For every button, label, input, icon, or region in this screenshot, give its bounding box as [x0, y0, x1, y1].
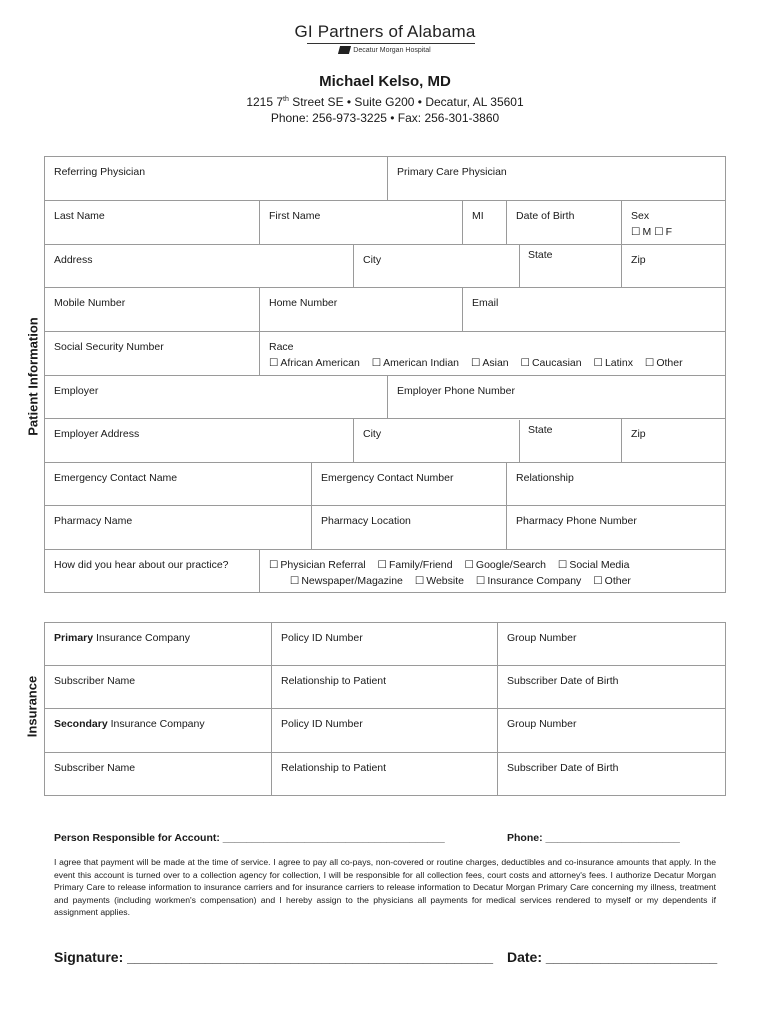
last-name-field[interactable]: Last Name	[45, 201, 260, 245]
state-field-label: State	[528, 249, 553, 261]
emergency-contact-number-field[interactable]: Emergency Contact Number	[312, 463, 507, 506]
secondary-group-number-field[interactable]: Group Number	[498, 709, 726, 753]
secondary-policy-id-field[interactable]: Policy ID Number	[272, 709, 498, 753]
employer-field[interactable]: Employer	[45, 376, 388, 419]
employer-state-divider	[519, 420, 520, 462]
patient-section-label: Patient Information	[25, 317, 41, 436]
race-african-american-checkbox[interactable]: ☐ African American	[269, 357, 360, 369]
employer-zip-field[interactable]: Zip	[622, 419, 726, 463]
hear-physician-referral-checkbox[interactable]: ☐ Physician Referral	[269, 559, 366, 571]
hear-social-media-checkbox[interactable]: ☐ Social Media	[558, 559, 630, 571]
payment-agreement-text: I agree that payment will be made at the time of service. I agree to pay all co-pays, non-covered or routine charges, deductibles and co-insurance amounts that apply. In the event this account is turned over to a collection agency for collection, I will be responsible for all collection fees, court costs and attorney's fees. I authorize Decatur Morgan Primary Care to release information to insurance carriers and for insurance carriers to release information to Decatur Morgan Primary Care concerning my illness, treatment and payments (including workmen's compensation) and I hereby assign to the physicians all payments for medical services rendered to myself or my dependents if assignment applies.	[54, 857, 716, 918]
address-part: 1215 7	[246, 95, 284, 109]
race-other-checkbox[interactable]: ☐ Other	[645, 357, 683, 369]
pharmacy-phone-field[interactable]: Pharmacy Phone Number	[507, 506, 726, 550]
hear-family-friend-checkbox[interactable]: ☐ Family/Friend	[378, 559, 453, 571]
dob-field[interactable]: Date of Birth	[507, 201, 622, 245]
brand-divider	[307, 43, 475, 44]
practice-phone-fax: Phone: 256-973-3225 • Fax: 256-301-3860	[270, 111, 500, 125]
signature-field[interactable]: Signature: _______________________________________________	[54, 949, 494, 965]
sex-f-checkbox[interactable]: ☐ F	[654, 226, 672, 238]
email-field[interactable]: Email	[463, 288, 726, 332]
secondary-subscriber-name-field[interactable]: Subscriber Name	[45, 753, 272, 796]
race-american-indian-checkbox[interactable]: ☐ American Indian	[372, 357, 459, 369]
responsible-phone-field[interactable]: Phone: _______________________	[507, 832, 680, 844]
state-divider	[519, 245, 520, 287]
pharmacy-name-field[interactable]: Pharmacy Name	[45, 506, 312, 550]
hear-website-checkbox[interactable]: ☐ Website	[415, 575, 464, 587]
primary-care-field[interactable]: Primary Care Physician	[388, 157, 726, 201]
ssn-field[interactable]: Social Security Number	[45, 332, 260, 376]
emergency-contact-name-field[interactable]: Emergency Contact Name	[45, 463, 312, 506]
relationship-field[interactable]: Relationship	[507, 463, 726, 506]
hear-insurance-company-checkbox[interactable]: ☐ Insurance Company	[476, 575, 581, 587]
insurance-table	[44, 622, 726, 796]
brand-name: GI Partners of Alabama	[294, 22, 476, 41]
zip-field[interactable]: Zip	[622, 245, 726, 288]
first-name-field[interactable]: First Name	[260, 201, 463, 245]
primary-relationship-field[interactable]: Relationship to Patient	[272, 666, 498, 709]
patient-info-table	[44, 156, 726, 593]
race-field: Race ☐ African American ☐ American Indian ☐ Asian ☐ Caucasian ☐ Latinx ☐ Other	[260, 332, 726, 376]
address-sup: th	[283, 96, 289, 103]
sex-field: Sex ☐ M ☐ F	[622, 201, 726, 245]
primary-subscriber-name-field[interactable]: Subscriber Name	[45, 666, 272, 709]
hospital-logo-icon	[338, 46, 351, 54]
employer-address-field[interactable]: Employer Address	[45, 419, 354, 463]
employer-city-field[interactable]: City	[354, 419, 622, 463]
secondary-insurance-field[interactable]: Secondary Insurance Company	[45, 709, 272, 753]
hear-about-label: How did you hear about our practice?	[45, 550, 260, 593]
city-field[interactable]: City	[354, 245, 622, 288]
primary-insurance-field[interactable]: Primary Insurance Company	[45, 623, 272, 666]
sub-brand-text: Decatur Morgan Hospital	[353, 46, 431, 54]
race-asian-checkbox[interactable]: ☐ Asian	[471, 357, 509, 369]
race-caucasian-checkbox[interactable]: ☐ Caucasian	[521, 357, 582, 369]
hear-newspaper-checkbox[interactable]: ☐ Newspaper/Magazine	[290, 575, 403, 587]
home-number-field[interactable]: Home Number	[260, 288, 463, 332]
sex-m-checkbox[interactable]: ☐ M	[631, 226, 651, 238]
practice-address	[0, 95, 770, 109]
secondary-subscriber-dob-field[interactable]: Subscriber Date of Birth	[498, 753, 726, 796]
employer-phone-field[interactable]: Employer Phone Number	[388, 376, 726, 419]
secondary-relationship-field[interactable]: Relationship to Patient	[272, 753, 498, 796]
primary-group-number-field[interactable]: Group Number	[498, 623, 726, 666]
address-field[interactable]: Address	[45, 245, 354, 288]
hear-about-options	[260, 550, 726, 593]
mi-field[interactable]: MI	[463, 201, 507, 245]
responsible-party-field[interactable]: Person Responsible for Account: ______________________________________	[54, 832, 445, 844]
primary-subscriber-dob-field[interactable]: Subscriber Date of Birth	[498, 666, 726, 709]
address-rest: Street SE • Suite G200 • Decatur, AL 35601	[288, 95, 524, 109]
hear-google-search-checkbox[interactable]: ☐ Google/Search	[465, 559, 546, 571]
sub-brand	[0, 46, 770, 54]
doctor-name: Michael Kelso, MD	[319, 73, 451, 90]
insurance-section-label: Insurance	[24, 675, 40, 738]
signature-date-field[interactable]: Date: ______________________	[507, 949, 718, 965]
employer-state-field-label: State	[528, 424, 553, 436]
primary-policy-id-field[interactable]: Policy ID Number	[272, 623, 498, 666]
mobile-number-field[interactable]: Mobile Number	[45, 288, 260, 332]
pharmacy-location-field[interactable]: Pharmacy Location	[312, 506, 507, 550]
hear-other-checkbox[interactable]: ☐ Other	[593, 575, 631, 587]
referring-physician-field[interactable]: Referring Physician	[45, 157, 388, 201]
race-latinx-checkbox[interactable]: ☐ Latinx	[594, 357, 633, 369]
